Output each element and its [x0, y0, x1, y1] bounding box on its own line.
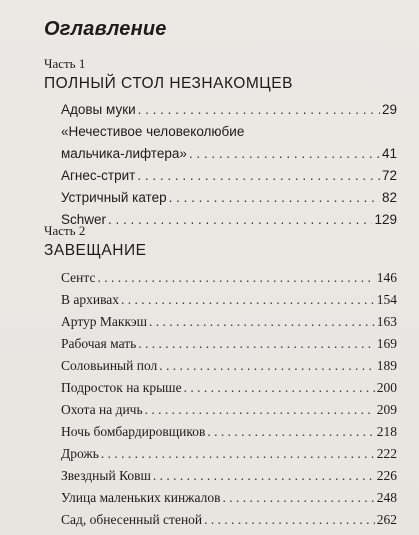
toc-entry[interactable]: [61, 311, 397, 333]
toc-entry[interactable]: [61, 509, 397, 531]
dot-leader: [169, 187, 380, 209]
part-2-label: Часть 2: [44, 223, 86, 238]
toc-entry[interactable]: [61, 399, 397, 421]
entry-title: Звездный Ковш: [61, 468, 151, 483]
entry-page: 209: [376, 402, 397, 417]
toc-entry[interactable]: [61, 487, 397, 509]
toc-entry[interactable]: [61, 209, 397, 231]
dot-leader: [204, 509, 375, 531]
entry-page: 129: [374, 212, 397, 227]
entry-title: Рабочая мать: [61, 336, 137, 351]
entry-title: Агнес-стрит: [61, 168, 136, 183]
entry-page: 226: [376, 468, 397, 483]
part-1-entries: [61, 99, 397, 231]
entry-title: Улица маленьких кинжалов: [61, 490, 221, 505]
entry-title: Адовы муки: [61, 102, 136, 117]
dot-leader: [207, 421, 374, 443]
toc-entry[interactable]: [61, 99, 397, 121]
dot-leader: [138, 333, 374, 355]
dot-leader: [189, 143, 380, 165]
dot-leader: [184, 377, 375, 399]
toc-entry[interactable]: [61, 377, 397, 399]
part-2-title: ЗАВЕЩАНИЕ: [44, 242, 147, 259]
entry-page: 72: [381, 168, 397, 183]
entry-page: 189: [376, 358, 397, 373]
dot-leader: [222, 487, 374, 509]
dot-leader: [153, 465, 375, 487]
dot-leader: [108, 209, 372, 231]
part-1-title: ПОЛНЫЙ СТОЛ НЕЗНАКОМЦЕВ: [44, 75, 293, 92]
entry-title: Охота на дичь: [61, 402, 143, 417]
entry-page: 200: [376, 380, 397, 395]
entry-page: 41: [381, 146, 397, 161]
toc-entry[interactable]: [61, 267, 397, 289]
entry-page: 218: [376, 424, 397, 439]
dot-leader: [159, 355, 375, 377]
dot-leader: [138, 99, 380, 121]
dot-leader: [137, 165, 380, 187]
entry-title: Устричный катер: [61, 190, 167, 205]
toc-entry[interactable]: [61, 465, 397, 487]
toc-entry[interactable]: [61, 289, 397, 311]
entry-title: Ночь бомбардировщиков: [61, 424, 206, 439]
part-1-label: Часть 1: [44, 56, 86, 71]
dot-leader: [101, 443, 375, 465]
toc-entry[interactable]: [61, 165, 397, 187]
entry-page: 169: [376, 336, 397, 351]
toc-entry[interactable]: [61, 421, 397, 443]
toc-entry-line-1[interactable]: [61, 121, 397, 143]
toc-entry-line-2[interactable]: [61, 143, 397, 165]
entry-page: 154: [376, 292, 397, 307]
entry-title: Сад, обнесенный стеной: [61, 512, 203, 527]
toc-entry[interactable]: [61, 355, 397, 377]
dot-leader: [149, 311, 375, 333]
toc-entry[interactable]: [61, 443, 397, 465]
entry-title: Дрожь: [61, 446, 99, 461]
entry-page: 262: [376, 512, 397, 527]
entry-title: Schwer: [61, 212, 107, 227]
entry-title: «Нечестивое человеколюбие: [61, 124, 245, 139]
entry-page: 82: [381, 190, 397, 205]
entry-page: 222: [376, 446, 397, 461]
toc-entry[interactable]: [61, 333, 397, 355]
dot-leader: [121, 289, 375, 311]
part-2-entries: [61, 267, 397, 531]
entry-page: 163: [376, 314, 397, 329]
entry-title: Артур Маккэш: [61, 314, 148, 329]
entry-title: В архивах: [61, 292, 120, 307]
entry-page: 146: [376, 270, 397, 285]
entry-title: Соловьиный пол: [61, 358, 158, 373]
entry-title-continuation: мальчика-лифтера»: [61, 146, 187, 161]
toc-entry[interactable]: [61, 187, 397, 209]
dot-leader: [145, 399, 375, 421]
entry-title: Подросток на крыше: [61, 380, 182, 395]
entry-page: 29: [381, 102, 397, 117]
entry-page: 248: [376, 490, 397, 505]
dot-leader: [97, 267, 374, 289]
entry-title: Сентс: [61, 270, 96, 285]
toc-title: Оглавление: [44, 18, 167, 40]
